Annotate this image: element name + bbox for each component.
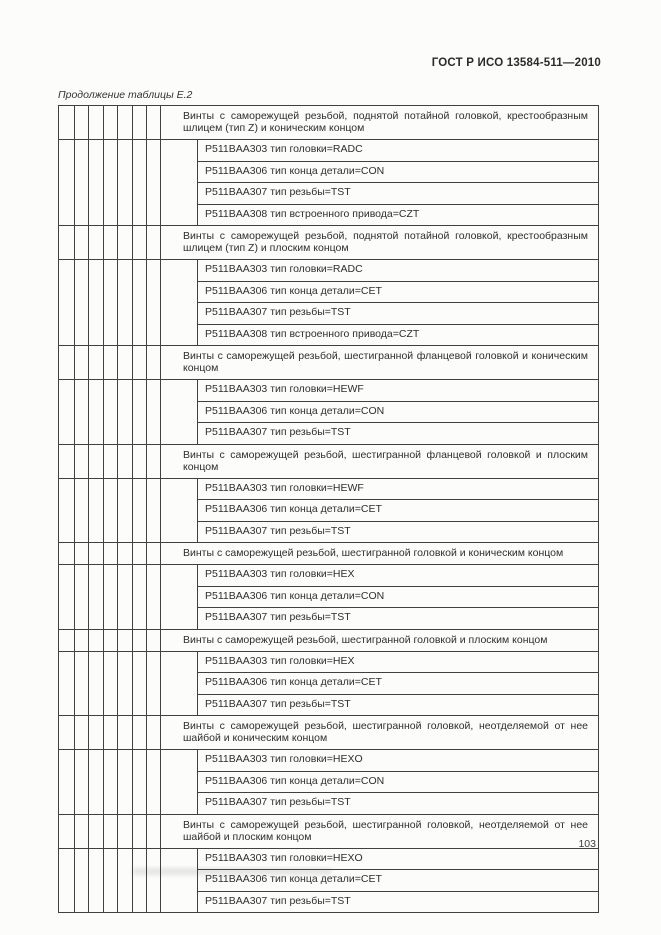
- section-description: Винты с саморежущей резьбой, шестигранной фланцевой головкой и коническим концом: [59, 346, 598, 380]
- property-row: P511BAA303 тип головки=HEX: [197, 565, 598, 587]
- table-section: [59, 815, 598, 913]
- table-section: [59, 106, 598, 226]
- section-properties: [59, 652, 598, 716]
- property-row: P511BAA307 тип резьбы=TST: [197, 793, 598, 814]
- property-row: P511BAA308 тип встроенного привода=CZT: [197, 325, 598, 346]
- property-row: P511BAA307 тип резьбы=TST: [197, 183, 598, 205]
- table-section: [59, 716, 598, 815]
- table-section: [59, 346, 598, 445]
- property-row: P511BAA303 тип головки=HEX: [197, 652, 598, 674]
- section-description: Винты с саморежущей резьбой, шестигранной головкой и плоским концом: [59, 630, 598, 652]
- table-sections: [59, 106, 598, 912]
- property-row: P511BAA307 тип резьбы=TST: [197, 695, 598, 716]
- section-description: Винты с саморежущей резьбой, шестигранной фланцевой головкой и плоским концом: [59, 445, 598, 479]
- property-row: P511BAA307 тип резьбы=TST: [197, 892, 598, 913]
- section-properties: [59, 849, 598, 913]
- section-properties: [59, 565, 598, 629]
- property-row: P511BAA307 тип резьбы=TST: [197, 423, 598, 444]
- table-section: [59, 630, 598, 717]
- property-row: P511BAA303 тип головки=RADC: [197, 260, 598, 282]
- section-description: Винты с саморежущей резьбой, поднятой потайной головкой, крестообразным шлицем (тип Z) и плоским концом: [59, 226, 598, 260]
- property-row: P511BAA306 тип конца детали=CET: [197, 673, 598, 695]
- property-row: P511BAA306 тип конца детали=CET: [197, 870, 598, 892]
- property-row: P511BAA307 тип резьбы=TST: [197, 522, 598, 543]
- property-row: P511BAA306 тип конца детали=CON: [197, 162, 598, 184]
- property-row: P511BAA306 тип конца детали=CON: [197, 587, 598, 609]
- section-properties: [59, 479, 598, 543]
- property-row: P511BAA307 тип резьбы=TST: [197, 303, 598, 325]
- section-description: Винты с саморежущей резьбой, шестигранной головкой и коническим концом: [59, 543, 598, 565]
- section-properties: [59, 750, 598, 814]
- table-section: [59, 226, 598, 346]
- property-row: P511BAA303 тип головки=HEXO: [197, 849, 598, 871]
- property-row: P511BAA303 тип головки=HEWF: [197, 380, 598, 402]
- table-caption: Продолжение таблицы Е.2: [58, 89, 193, 101]
- section-description: Винты с саморежущей резьбой, шестигранной головкой, неотделяемой от нее шайбой и плоским концом: [59, 815, 598, 849]
- property-row: P511BAA303 тип головки=HEXO: [197, 750, 598, 772]
- section-properties: [59, 380, 598, 444]
- section-properties: [59, 260, 598, 345]
- property-row: P511BAA307 тип резьбы=TST: [197, 608, 598, 629]
- document-header: ГОСТ Р ИСО 13584-511—2010: [431, 57, 601, 69]
- property-row: P511BAA303 тип головки=RADC: [197, 140, 598, 162]
- section-description: Винты с саморежущей резьбой, поднятой потайной головкой, крестообразным шлицем (тип Z) и коническим концом: [59, 106, 598, 140]
- table-section: [59, 543, 598, 630]
- section-description: Винты с саморежущей резьбой, шестигранной головкой, неотделяемой от нее шайбой и коническим концом: [59, 716, 598, 750]
- property-row: P511BAA306 тип конца детали=CON: [197, 402, 598, 424]
- property-row: P511BAA306 тип конца детали=CET: [197, 282, 598, 304]
- section-properties: [59, 140, 598, 225]
- continuation-table: [58, 105, 599, 913]
- page-number: 103: [578, 838, 596, 850]
- property-row: P511BAA306 тип конца детали=CON: [197, 772, 598, 794]
- property-row: P511BAA308 тип встроенного привода=CZT: [197, 205, 598, 226]
- property-row: P511BAA303 тип головки=HEWF: [197, 479, 598, 501]
- property-row: P511BAA306 тип конца детали=CET: [197, 500, 598, 522]
- table-section: [59, 445, 598, 544]
